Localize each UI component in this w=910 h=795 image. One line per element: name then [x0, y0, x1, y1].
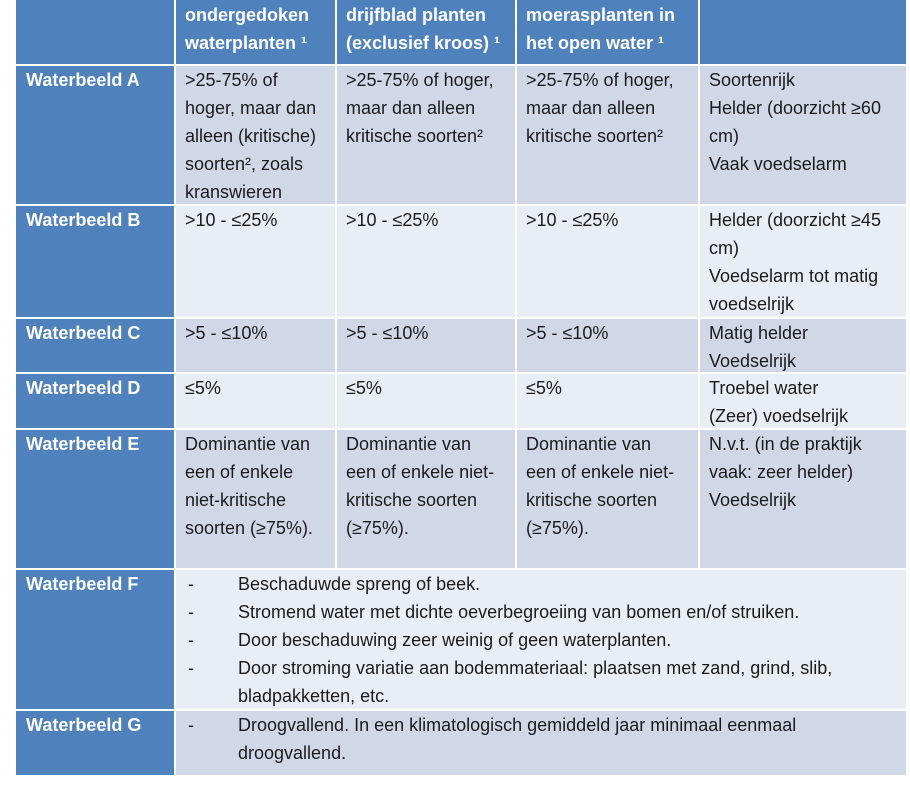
waterbeeld-b-label — [16, 206, 174, 317]
cell-line: >5 - ≤10% — [346, 323, 429, 343]
cell-line: voedselrijk — [709, 294, 795, 314]
waterbeeld-d-characteristics — [700, 374, 906, 428]
row-label: Waterbeeld E — [26, 434, 140, 454]
waterbeeld-g-label — [16, 711, 174, 775]
cell-line: Door stroming variatie aan bodemmateriaal: plaatsen met zand, grind, slib, — [238, 658, 833, 678]
header-line: waterplanten ¹ — [185, 33, 308, 53]
waterbeeld-a-label — [16, 66, 174, 204]
waterbeeld-e-characteristics — [700, 430, 906, 568]
waterbeeld-table — [16, 0, 906, 775]
waterbeeld-d-marsh — [517, 374, 698, 428]
cell-line: kritische soorten — [526, 490, 658, 510]
cell-line: >10 - ≤25% — [346, 210, 439, 230]
cell-line: >10 - ≤25% — [526, 210, 619, 230]
bullet-dash: - — [188, 574, 194, 594]
waterbeeld-a-marsh — [517, 66, 698, 204]
cell-line: >5 - ≤10% — [526, 323, 609, 343]
cell-line: Helder (doorzicht ≥60 — [709, 98, 881, 118]
cell-line: Dominantie van — [185, 434, 311, 454]
waterbeeld-e-marsh — [517, 430, 698, 568]
waterbeeld-d-floating — [337, 374, 515, 428]
cell-line: (Zeer) voedselrijk — [709, 406, 849, 426]
cell-line: Matig helder — [709, 323, 809, 343]
cell-line: een of enkele — [185, 462, 294, 482]
list-item — [188, 598, 902, 626]
bullet-dash: - — [188, 658, 194, 678]
row-label: Waterbeeld B — [26, 210, 141, 230]
waterbeeld-d-label — [16, 374, 174, 428]
header-floating-plants — [337, 0, 515, 64]
list-item — [188, 711, 902, 767]
list-item — [188, 570, 902, 598]
cell-line: kritische soorten² — [346, 126, 484, 146]
cell-line: Dominantie van — [526, 434, 652, 454]
cell-line: cm) — [709, 238, 739, 258]
waterbeeld-e-floating — [337, 430, 515, 568]
cell-line: Voedselrijk — [709, 490, 797, 510]
waterbeeld-b-floating — [337, 206, 515, 317]
list-item-text — [238, 711, 796, 767]
cell-line: maar dan alleen — [526, 98, 656, 118]
cell-line: ≤5% — [526, 378, 562, 398]
header-line: ondergedoken — [185, 5, 310, 25]
cell-line: bladpakketten, etc. — [238, 686, 390, 706]
cell-line: Droogvallend. In een klimatologisch gemiddeld jaar minimaal eenmaal — [238, 715, 797, 735]
waterbeeld-b-submerged — [176, 206, 335, 317]
cell-line: Door beschaduwing zeer weinig of geen waterplanten. — [238, 630, 672, 650]
header-line: moerasplanten in — [526, 5, 676, 25]
waterbeeld-a-submerged — [176, 66, 335, 204]
cell-line: kritische soorten² — [526, 126, 664, 146]
cell-line: N.v.t. (in de praktijk — [709, 434, 862, 454]
cell-line: >25-75% of — [185, 70, 278, 90]
cell-line: alleen (kritische) — [185, 126, 317, 146]
waterbeeld-e-label — [16, 430, 174, 568]
header-line: (exclusief kroos) ¹ — [346, 33, 501, 53]
cell-line: Stromend water met dichte oeverbegroeiing van bomen en/of struiken. — [238, 602, 800, 622]
waterbeeld-f-description — [176, 570, 906, 709]
waterbeeld-d-submerged — [176, 374, 335, 428]
cell-line: >25-75% of hoger, — [526, 70, 674, 90]
list-item — [188, 626, 902, 654]
row-label: Waterbeeld C — [26, 323, 141, 343]
bullet-dash: - — [188, 630, 194, 650]
row-label: Waterbeeld A — [26, 70, 140, 90]
cell-line: kranswieren — [185, 182, 283, 202]
cell-line: ≤5% — [185, 378, 221, 398]
bullet-dash: - — [188, 715, 194, 735]
cell-line: >10 - ≤25% — [185, 210, 278, 230]
cell-line: ≤5% — [346, 378, 382, 398]
list-item-text — [238, 654, 832, 709]
cell-line: hoger, maar dan — [185, 98, 317, 118]
waterbeeld-e-submerged — [176, 430, 335, 568]
cell-line: Soortenrijk — [709, 70, 796, 90]
row-label: Waterbeeld D — [26, 378, 141, 398]
waterbeeld-f-label — [16, 570, 174, 709]
waterbeeld-b-characteristics — [700, 206, 906, 317]
cell-line: >25-75% of hoger, — [346, 70, 494, 90]
list-item-text — [238, 626, 671, 654]
cell-line: maar dan alleen — [346, 98, 476, 118]
list-item-text — [238, 598, 799, 626]
bullet-dash: - — [188, 602, 194, 622]
cell-line: Beschaduwde spreng of beek. — [238, 574, 481, 594]
waterbeeld-a-floating — [337, 66, 515, 204]
cell-line: vaak: zeer helder) — [709, 462, 854, 482]
cell-line: soorten², zoals — [185, 154, 304, 174]
waterbeeld-a-characteristics — [700, 66, 906, 204]
cell-line: een of enkele niet- — [346, 462, 495, 482]
list-item-text — [238, 570, 480, 598]
cell-line: Helder (doorzicht ≥45 — [709, 210, 881, 230]
cell-line: Dominantie van — [346, 434, 472, 454]
waterbeeld-c-submerged — [176, 319, 335, 372]
cell-line: een of enkele niet- — [526, 462, 675, 482]
cell-line: droogvallend. — [238, 743, 347, 763]
waterbeeld-c-marsh — [517, 319, 698, 372]
cell-line: (≥75%). — [346, 518, 409, 538]
cell-line: >5 - ≤10% — [185, 323, 268, 343]
row-label: Waterbeeld F — [26, 574, 139, 594]
cell-line: (≥75%). — [526, 518, 589, 538]
row-label: Waterbeeld G — [26, 715, 142, 735]
header-line: het open water ¹ — [526, 33, 665, 53]
header-cell-characteristics — [700, 0, 906, 64]
cell-line: kritische soorten — [346, 490, 478, 510]
cell-line: soorten (≥75%). — [185, 518, 313, 538]
cell-line: niet-kritische — [185, 490, 287, 510]
waterbeeld-c-floating — [337, 319, 515, 372]
cell-line: cm) — [709, 126, 739, 146]
waterbeeld-b-marsh — [517, 206, 698, 317]
cell-line: Troebel water — [709, 378, 819, 398]
header-line: drijfblad planten — [346, 5, 487, 25]
header-cell-corner — [16, 0, 174, 64]
header-submerged-plants — [176, 0, 335, 64]
cell-line: Voedselrijk — [709, 351, 797, 371]
waterbeeld-c-label — [16, 319, 174, 372]
list-item — [188, 654, 902, 709]
waterbeeld-g-description — [176, 711, 906, 775]
header-marsh-plants — [517, 0, 698, 64]
cell-line: Vaak voedselarm — [709, 154, 847, 174]
cell-line: Voedselarm tot matig — [709, 266, 879, 286]
waterbeeld-c-characteristics — [700, 319, 906, 372]
